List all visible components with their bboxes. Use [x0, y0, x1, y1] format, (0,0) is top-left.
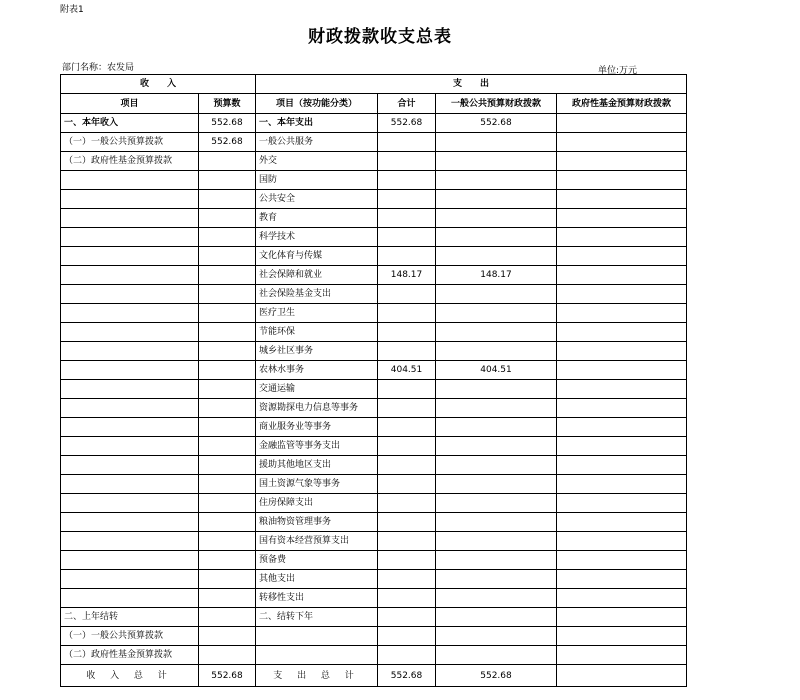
budget-cell	[199, 323, 256, 342]
fund-cell	[557, 494, 687, 513]
total-cell	[378, 513, 436, 532]
budget-cell	[199, 266, 256, 285]
total-cell: 148.17	[378, 266, 436, 285]
total-cell	[378, 304, 436, 323]
fund-cell	[557, 608, 687, 627]
income-item-cell: 二、上年结转	[61, 608, 199, 627]
table-row	[61, 209, 687, 228]
table-row	[61, 532, 687, 551]
fund-cell	[557, 646, 687, 665]
budget-cell	[199, 380, 256, 399]
fund-cell	[557, 418, 687, 437]
fund-cell	[557, 380, 687, 399]
total-cell	[378, 247, 436, 266]
income-item-cell	[61, 171, 199, 190]
income-item-cell	[61, 494, 199, 513]
table-row	[61, 133, 687, 152]
general-cell	[436, 608, 557, 627]
fund-cell	[557, 114, 687, 133]
income-item-cell	[61, 190, 199, 209]
budget-cell: 552.68	[199, 114, 256, 133]
income-item-cell	[61, 532, 199, 551]
budget-cell	[199, 247, 256, 266]
expense-total-value: 552.68	[378, 665, 436, 687]
budget-cell	[199, 418, 256, 437]
total-cell	[378, 608, 436, 627]
table-row	[61, 456, 687, 475]
col-total-header: 合计	[378, 94, 436, 114]
budget-cell	[199, 342, 256, 361]
general-cell	[436, 247, 557, 266]
expense-item-cell: 城乡社区事务	[256, 342, 378, 361]
expense-item-cell: 交通运输	[256, 380, 378, 399]
general-cell	[436, 304, 557, 323]
total-cell	[378, 399, 436, 418]
income-item-cell	[61, 399, 199, 418]
general-cell	[436, 513, 557, 532]
table-row	[61, 152, 687, 171]
income-total-value: 552.68	[199, 665, 256, 687]
table-row	[61, 627, 687, 646]
general-cell: 552.68	[436, 114, 557, 133]
income-item-cell: （二）政府性基金预算拨款	[61, 646, 199, 665]
fund-cell	[557, 209, 687, 228]
table-row	[61, 380, 687, 399]
expense-item-cell: 医疗卫生	[256, 304, 378, 323]
income-item-cell	[61, 551, 199, 570]
expense-item-cell: 其他支出	[256, 570, 378, 589]
table-row	[61, 513, 687, 532]
fund-cell	[557, 475, 687, 494]
table-row	[61, 323, 687, 342]
col-exp-item-header: 项目（按功能分类）	[256, 94, 378, 114]
fund-cell	[557, 456, 687, 475]
budget-cell	[199, 437, 256, 456]
total-cell	[378, 171, 436, 190]
fund-cell	[557, 513, 687, 532]
total-cell	[378, 627, 436, 646]
general-cell	[436, 285, 557, 304]
fund-cell	[557, 247, 687, 266]
fund-cell	[557, 342, 687, 361]
expense-item-cell: 社会保险基金支出	[256, 285, 378, 304]
income-item-cell	[61, 266, 199, 285]
budget-cell	[199, 304, 256, 323]
budget-cell	[199, 209, 256, 228]
annex-label: 附表1	[60, 5, 84, 15]
income-item-cell: 一、本年收入	[61, 114, 199, 133]
header-column-row	[61, 94, 687, 114]
total-cell	[378, 418, 436, 437]
total-cell	[378, 133, 436, 152]
budget-cell	[199, 646, 256, 665]
budget-cell	[199, 494, 256, 513]
total-cell	[378, 190, 436, 209]
table-row	[61, 589, 687, 608]
fund-cell	[557, 627, 687, 646]
expense-item-cell: 预备费	[256, 551, 378, 570]
general-cell	[436, 475, 557, 494]
table-row	[61, 304, 687, 323]
budget-cell	[199, 285, 256, 304]
col-fund-header: 政府性基金预算财政拨款	[557, 94, 687, 114]
table-row	[61, 475, 687, 494]
total-cell	[378, 475, 436, 494]
total-cell: 404.51	[378, 361, 436, 380]
general-cell	[436, 133, 557, 152]
expense-item-cell: 二、结转下年	[256, 608, 378, 627]
expense-total-label: 支 出 总 计	[256, 665, 378, 687]
expense-item-cell: 节能环保	[256, 323, 378, 342]
total-cell: 552.68	[378, 114, 436, 133]
income-item-cell	[61, 304, 199, 323]
header-group-row	[61, 75, 687, 94]
fund-cell	[557, 399, 687, 418]
table-row	[61, 646, 687, 665]
budget-cell	[199, 608, 256, 627]
income-item-cell	[61, 570, 199, 589]
table-row	[61, 266, 687, 285]
table-row	[61, 190, 687, 209]
total-cell	[378, 209, 436, 228]
total-cell	[378, 589, 436, 608]
table-row	[61, 570, 687, 589]
budget-cell	[199, 228, 256, 247]
total-cell	[378, 152, 436, 171]
expense-item-cell: 教育	[256, 209, 378, 228]
income-item-cell	[61, 456, 199, 475]
total-cell	[378, 532, 436, 551]
general-cell	[436, 209, 557, 228]
total-cell	[378, 551, 436, 570]
general-total-value: 552.68	[436, 665, 557, 687]
income-item-cell	[61, 475, 199, 494]
table-row	[61, 114, 687, 133]
general-cell	[436, 437, 557, 456]
fund-cell	[557, 361, 687, 380]
expense-item-cell: 农林水事务	[256, 361, 378, 380]
fund-cell	[557, 266, 687, 285]
budget-cell	[199, 399, 256, 418]
col-budget-header: 预算数	[199, 94, 256, 114]
general-cell	[436, 152, 557, 171]
total-cell	[378, 342, 436, 361]
expense-item-cell: 国有资本经营预算支出	[256, 532, 378, 551]
income-total-label: 收 入 总 计	[61, 665, 199, 687]
income-item-cell: （二）政府性基金预算拨款	[61, 152, 199, 171]
general-cell: 404.51	[436, 361, 557, 380]
expense-item-cell: 住房保障支出	[256, 494, 378, 513]
expense-item-cell: 资源勘探电力信息等事务	[256, 399, 378, 418]
expense-item-cell: 外交	[256, 152, 378, 171]
total-cell	[378, 437, 436, 456]
fund-cell	[557, 228, 687, 247]
total-cell	[378, 494, 436, 513]
budget-cell	[199, 570, 256, 589]
income-item-cell	[61, 342, 199, 361]
general-cell	[436, 456, 557, 475]
general-cell	[436, 551, 557, 570]
income-group-header: 收 入	[61, 75, 256, 94]
budget-cell	[199, 551, 256, 570]
expense-item-cell	[256, 627, 378, 646]
fund-cell	[557, 323, 687, 342]
general-cell	[436, 646, 557, 665]
expense-item-cell: 商业服务业等事务	[256, 418, 378, 437]
expense-item-cell: 公共安全	[256, 190, 378, 209]
fund-cell	[557, 551, 687, 570]
income-item-cell	[61, 437, 199, 456]
general-cell	[436, 228, 557, 247]
expense-item-cell: 援助其他地区支出	[256, 456, 378, 475]
department-name: 部门名称：农发局	[62, 63, 135, 73]
expense-item-cell: 粮油物资管理事务	[256, 513, 378, 532]
table-row	[61, 399, 687, 418]
table-row	[61, 285, 687, 304]
income-item-cell	[61, 209, 199, 228]
fund-cell	[557, 437, 687, 456]
expense-item-cell: 国土资源气象等事务	[256, 475, 378, 494]
table-row	[61, 608, 687, 627]
total-cell	[378, 570, 436, 589]
expense-item-cell: 一般公共服务	[256, 133, 378, 152]
finance-table	[60, 74, 687, 687]
unit-label: 单位:万元	[598, 66, 638, 76]
col-item-header: 项目	[61, 94, 199, 114]
fund-cell	[557, 532, 687, 551]
fund-cell	[557, 133, 687, 152]
budget-cell	[199, 513, 256, 532]
table-row	[61, 228, 687, 247]
general-cell	[436, 627, 557, 646]
income-item-cell	[61, 247, 199, 266]
totals-row	[61, 665, 687, 687]
fund-total-value	[557, 665, 687, 687]
general-cell	[436, 342, 557, 361]
fund-cell	[557, 589, 687, 608]
income-item-cell	[61, 513, 199, 532]
table-row	[61, 494, 687, 513]
budget-cell	[199, 152, 256, 171]
budget-cell	[199, 627, 256, 646]
income-item-cell	[61, 323, 199, 342]
expense-item-cell: 国防	[256, 171, 378, 190]
income-item-cell	[61, 589, 199, 608]
total-cell	[378, 646, 436, 665]
fund-cell	[557, 285, 687, 304]
fund-cell	[557, 152, 687, 171]
expense-item-cell: 文化体育与传媒	[256, 247, 378, 266]
expense-item-cell: 科学技术	[256, 228, 378, 247]
expense-item-cell	[256, 646, 378, 665]
income-item-cell: （一）一般公共预算拨款	[61, 133, 199, 152]
general-cell	[436, 323, 557, 342]
budget-cell	[199, 532, 256, 551]
table-row	[61, 247, 687, 266]
table-row	[61, 361, 687, 380]
expense-item-cell: 转移性支出	[256, 589, 378, 608]
income-item-cell	[61, 228, 199, 247]
income-item-cell	[61, 418, 199, 437]
fund-cell	[557, 171, 687, 190]
budget-cell	[199, 589, 256, 608]
income-item-cell	[61, 285, 199, 304]
budget-cell	[199, 456, 256, 475]
budget-cell	[199, 361, 256, 380]
general-cell	[436, 380, 557, 399]
general-cell	[436, 399, 557, 418]
general-cell	[436, 532, 557, 551]
income-item-cell	[61, 361, 199, 380]
budget-cell	[199, 171, 256, 190]
fund-cell	[557, 570, 687, 589]
general-cell	[436, 171, 557, 190]
general-cell	[436, 190, 557, 209]
general-cell	[436, 570, 557, 589]
income-item-cell: （一）一般公共预算拨款	[61, 627, 199, 646]
general-cell	[436, 418, 557, 437]
budget-cell	[199, 190, 256, 209]
page-title: 财政拨款收支总表	[308, 27, 452, 47]
total-cell	[378, 285, 436, 304]
table-row	[61, 418, 687, 437]
col-general-header: 一般公共预算财政拨款	[436, 94, 557, 114]
table-row	[61, 551, 687, 570]
table-row	[61, 437, 687, 456]
total-cell	[378, 323, 436, 342]
income-item-cell	[61, 380, 199, 399]
general-cell	[436, 494, 557, 513]
expense-item-cell: 一、本年支出	[256, 114, 378, 133]
total-cell	[378, 380, 436, 399]
expense-item-cell: 金融监管等事务支出	[256, 437, 378, 456]
table-row	[61, 171, 687, 190]
budget-cell: 552.68	[199, 133, 256, 152]
total-cell	[378, 456, 436, 475]
total-cell	[378, 228, 436, 247]
fund-cell	[557, 304, 687, 323]
expense-group-header: 支 出	[256, 75, 687, 94]
table-row	[61, 342, 687, 361]
general-cell	[436, 589, 557, 608]
fund-cell	[557, 190, 687, 209]
expense-item-cell: 社会保障和就业	[256, 266, 378, 285]
general-cell: 148.17	[436, 266, 557, 285]
budget-cell	[199, 475, 256, 494]
